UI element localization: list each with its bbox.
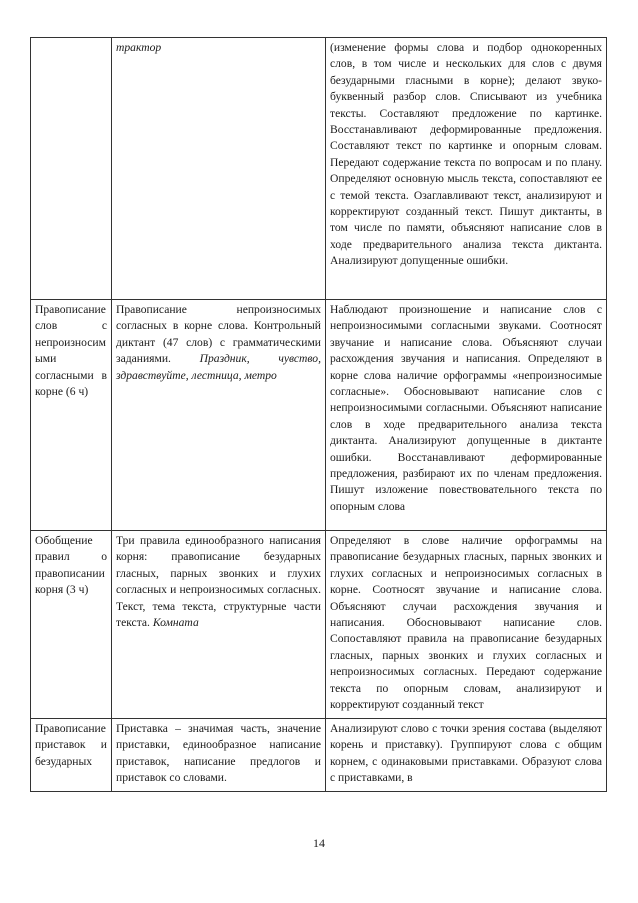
vocabulary-words: Комната	[152, 616, 199, 630]
vocabulary-words: трактор	[116, 41, 162, 54]
activities-cell: Наблюдают произношение и написание слов с непроизносимыми согласными звуками. Соотносят звучание и написание слова. Объясняют случаи расхождения звучания и написания. Определяют в корне слова наличие орфограммы «непроизносимые согласные». Обосновывают написание слов с непроизносимыми согласными. Объясняют написание слов в ходе предварительного анализа текста диктанта. Анализируют допущенные в диктанте ошибки. Восстанавливают деформированные предложения, разбирают их по членам предложения. Пишут изложение повествовательного текста по опорным слова	[326, 300, 607, 531]
content-text: Правописание непроизносимых согласных в корне слова. Контрольный диктант (47 слов) с грамматическими заданиями.	[116, 303, 321, 366]
topic-cell	[31, 38, 112, 300]
table-row	[31, 531, 607, 719]
content-cell	[112, 719, 326, 792]
curriculum-table	[30, 37, 607, 792]
topic-cell: Обобщение правил о правописании корня (3 ч)	[31, 531, 112, 719]
page-number: 14	[313, 836, 325, 850]
activities-cell: Анализируют слово с точки зрения состава (выделяют корень и приставку). Группируют слова с общим корнем, с одинаковыми приставками. Образуют слова с приставками, в	[326, 719, 607, 792]
table-row	[31, 38, 607, 300]
topic-cell: Правописание приставок и безударных	[31, 719, 112, 792]
activities-cell: Определяют в слове наличие орфограммы на правописание безударных гласных, парных звонких и глухих согласных и непроизносимых согласных в корне. Соотносят звучание и написание слова. Объясняют случаи расхождения звучания и написания. Обосновывают написание слов. Сопоставляют правила на правописание безударных гласных, парных звонких и глухих согласных и непроизносимых согласных. Передают содержание текста по опорным словам, анализируют и корректируют созданный текст	[326, 531, 607, 719]
content-text: Приставка – значимая часть, значение приставки, единообразное написание приставок, написание предлогов и приставок со словами.	[116, 722, 321, 785]
content-cell	[112, 531, 326, 719]
activities-cell: (изменение формы слова и подбор однокоренных слов, в том числе и нескольких для слов с двумя безударными гласными в корне); делают звуко-буквенный разбор слов. Списывают из учебника тексты. Составляют предложение по картинке. Восстанавливают деформированные предложения. Составляют текст по картинке и опорным словам. Передают содержание текста по вопросам и по плану. Определяют основную мысль текста, сопоставляют ее с темой текста. Озаглавливают текст, анализируют и корректируют созданный текст. Пишут диктанты, в том числе по памяти, объясняют написание слов в ходе предварительного анализа текста диктанта. Анализируют допущенные ошибки.	[326, 38, 607, 300]
topic-cell: Правописание слов с непроизносимыми согласными в корне (6 ч)	[31, 300, 112, 531]
table-row	[31, 719, 607, 792]
content-cell	[112, 300, 326, 531]
content-text: Три правила единообразного написания корня: правописание безударных гласных, парных звонких и глухих согласных и непроизносимых согласных. Текст, тема текста, структурные части текста.	[116, 534, 321, 630]
content-cell	[112, 38, 326, 300]
vocabulary-words: Праздник, чувство, здравствуйте, лестница, метро	[116, 352, 321, 382]
page-sheet	[30, 37, 606, 792]
table-row	[31, 300, 607, 531]
